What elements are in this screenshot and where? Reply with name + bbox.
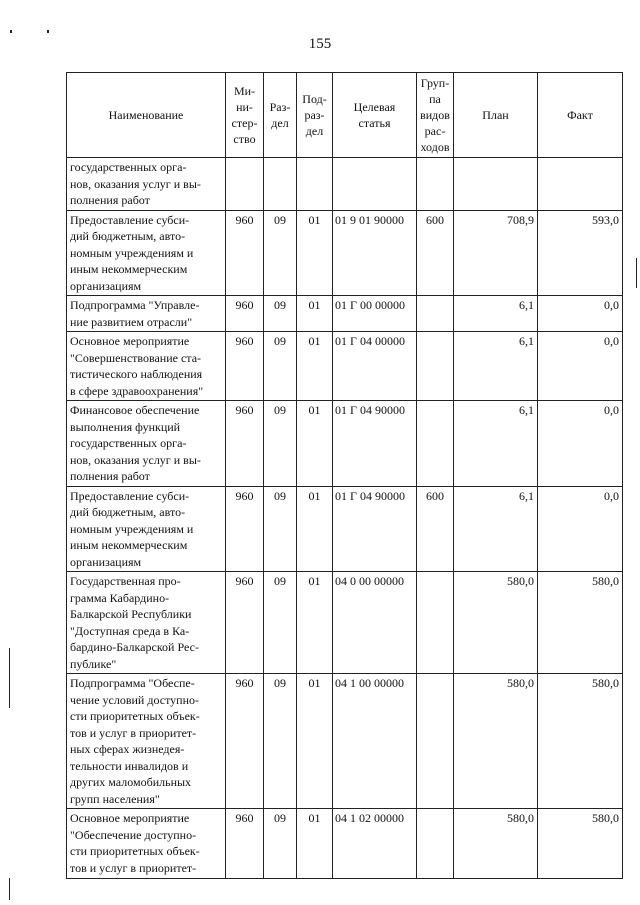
cell-fact: 0,0 [538,401,623,487]
table-row [67,809,623,879]
cell-plan: 580,0 [454,674,538,809]
cell-subsection: 01 [297,486,333,572]
cell-subsection: 01 [297,210,333,296]
cell-section: 09 [264,296,297,332]
cell-name: Предоставление субси- дий бюджетным, авто- номным учреждениям и иным некоммерческим организациям [67,210,226,296]
header-plan: План [454,73,538,158]
cell-subsection: 01 [297,296,333,332]
table-row [67,486,623,572]
cell-ministry: 960 [226,486,264,572]
cell-name: Подпрограмма "Обеспе- чение условий доступно- сти приоритетных объек- тов и услуг в приоритет- ных сферах жизнедея- тельности инвалидов и других маломобильных групп населения" [67,674,226,809]
header-ministry: Ми- ни- стер- ство [226,73,264,158]
cell-section: 09 [264,572,297,674]
cell-name: Подпрограмма "Управле- ние развитием отрасли" [67,296,226,332]
cell-subsection: 01 [297,674,333,809]
cell-name: Государственная про- грамма Кабардино- Балкарской Республики "Доступная среда в Ка- бардино-Балкарской Рес- публике" [67,572,226,674]
cell-name: Основное мероприятие "Обеспечение доступно- сти приоритетных объек- тов и услуг в приоритет- [67,809,226,879]
cell-ministry: 960 [226,332,264,401]
cell-plan: 6,1 [454,296,538,332]
cell-target-article: 04 1 02 00000 [333,809,417,879]
cell-target-article: 01 Г 00 00000 [333,296,417,332]
cell-fact [538,158,623,211]
cell-ministry: 960 [226,809,264,879]
cell-section [264,158,297,211]
cell-section: 09 [264,486,297,572]
cell-expense-group [417,401,454,487]
header-row [67,73,623,158]
scan-mark [10,30,12,33]
table-body [67,158,623,879]
cell-fact: 580,0 [538,674,623,809]
cell-section: 09 [264,401,297,487]
cell-fact: 0,0 [538,296,623,332]
cell-plan: 708,9 [454,210,538,296]
cell-ministry: 960 [226,296,264,332]
cell-name: Основное мероприятие "Совершенствование ста- тистического наблюдения в сфере здравоохранения" [67,332,226,401]
table-row [67,401,623,487]
cell-plan: 6,1 [454,486,538,572]
page-number: 155 [308,36,332,52]
header-name: Наименование [67,73,226,158]
cell-target-article: 01 Г 04 90000 [333,486,417,572]
cell-expense-group [417,158,454,211]
cell-section: 09 [264,674,297,809]
table-row [67,332,623,401]
scan-mark [47,30,49,33]
cell-section: 09 [264,210,297,296]
cell-plan: 580,0 [454,809,538,879]
cell-section: 09 [264,809,297,879]
header-group: Груп- па видов рас- ходов [417,73,454,158]
table-row [67,296,623,332]
table-row [67,210,623,296]
cell-fact: 0,0 [538,486,623,572]
table-row [67,572,623,674]
scan-margin-line [636,258,637,288]
cell-target-article: 01 9 01 90000 [333,210,417,296]
cell-subsection: 01 [297,332,333,401]
cell-expense-group: 600 [417,486,454,572]
cell-name: Предоставление субси- дий бюджетным, авто- номным учреждениям и иным некоммерческим организациям [67,486,226,572]
scan-margin-line [9,648,10,708]
header-section: Раз- дел [264,73,297,158]
table-row [67,158,623,211]
cell-subsection: 01 [297,809,333,879]
cell-plan [454,158,538,211]
cell-target-article: 04 1 00 00000 [333,674,417,809]
cell-name: Финансовое обеспечение выполнения функций государственных орга- нов, оказания услуг и вы- полнения работ [67,401,226,487]
cell-target-article [333,158,417,211]
cell-expense-group: 600 [417,210,454,296]
cell-name: государственных орга- нов, оказания услуг и вы- полнения работ [67,158,226,211]
cell-expense-group [417,296,454,332]
cell-ministry: 960 [226,210,264,296]
cell-target-article: 01 Г 04 90000 [333,401,417,487]
cell-plan: 6,1 [454,401,538,487]
cell-ministry [226,158,264,211]
cell-fact: 593,0 [538,210,623,296]
cell-fact: 580,0 [538,809,623,879]
cell-plan: 580,0 [454,572,538,674]
cell-fact: 580,0 [538,572,623,674]
cell-ministry: 960 [226,572,264,674]
cell-expense-group [417,809,454,879]
cell-ministry: 960 [226,401,264,487]
header-article: Целевая статья [333,73,417,158]
cell-section: 09 [264,332,297,401]
cell-target-article: 01 Г 04 00000 [333,332,417,401]
budget-table [66,72,623,879]
header-fact: Факт [538,73,623,158]
cell-target-article: 04 0 00 00000 [333,572,417,674]
scan-margin-line [9,878,10,900]
cell-expense-group [417,332,454,401]
cell-subsection: 01 [297,572,333,674]
cell-plan: 6,1 [454,332,538,401]
cell-expense-group [417,572,454,674]
table-row [67,674,623,809]
cell-ministry: 960 [226,674,264,809]
header-subsection: Под- раз- дел [297,73,333,158]
cell-fact: 0,0 [538,332,623,401]
cell-expense-group [417,674,454,809]
cell-subsection [297,158,333,211]
cell-subsection: 01 [297,401,333,487]
